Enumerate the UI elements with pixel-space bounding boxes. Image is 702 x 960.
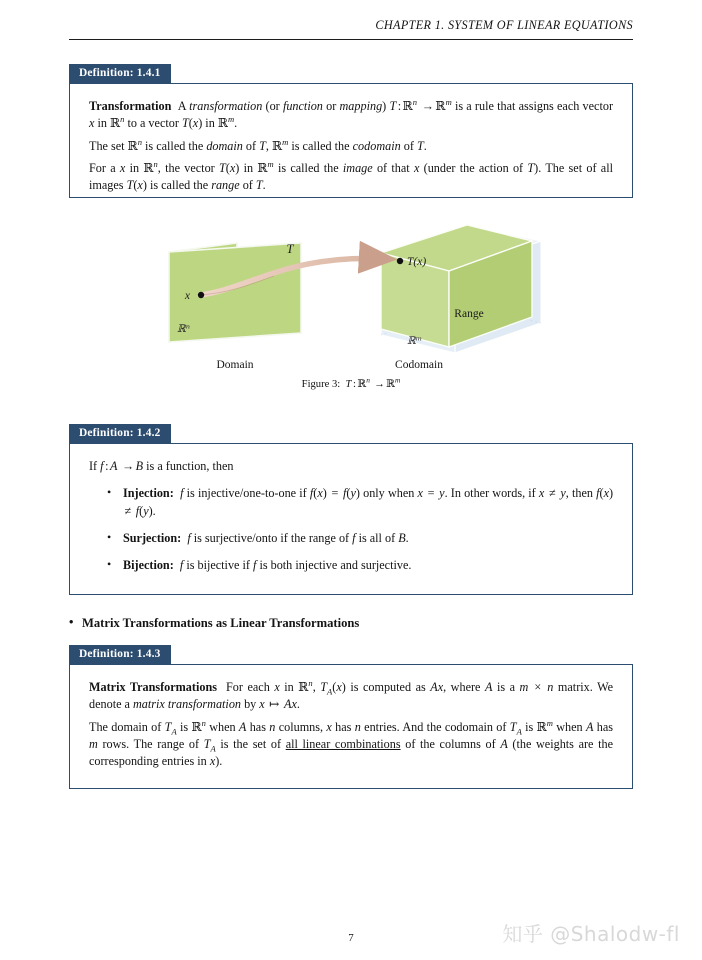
definition-body-1-4-1: [69, 83, 633, 198]
definition-intro: If f : A → B is a function, then: [89, 459, 234, 473]
definition-paragraph: Matrix Transformations For each x in ℝ$^n$, $T_A(x)$ is computed as Ax, where A is a m × n matrix. We denote a matrix transformation by x ↦ Ax.: [89, 677, 614, 712]
label-domain-space: ℝⁿ: [177, 323, 190, 335]
definition-paragraph: For a x in ℝ$^n$, the vector T(x) in ℝ$^m$ is called the image of that x (under the action of T). The set of all images T(x) is called the range of T.: [89, 158, 613, 193]
header-rule: [69, 39, 633, 40]
definition-paragraph: The domain of $T_A$ is ℝ$^n$ when A has n columns, x has n entries. And the codomain of $T_A$ is ℝ$^m$ when A has m rows. The range of $T_A$ is the set of all linear combinations of the columns of A (the weights are the corresponding entries in x).: [89, 717, 613, 769]
definition-list: [89, 485, 613, 574]
definition-badge-1-4-2: Definition: 1.4.2: [69, 424, 171, 444]
list-item-term: Surjection:: [123, 530, 182, 545]
list-item-bijection: • Bijection: f is bijective if f is both injective and surjective.: [123, 557, 613, 574]
label-transform: T: [286, 242, 294, 256]
page-number: 7: [348, 932, 354, 944]
section-heading-matrix-transformations: • Matrix Transformations as Linear Transformations: [82, 616, 359, 631]
figure-svg: [69, 205, 633, 380]
definition-content-1-4-2: [70, 444, 632, 591]
list-item-surjection: • Surjection: f is surjective/onto if the range of f is all of B.: [123, 530, 613, 547]
label-source-point: x: [184, 290, 190, 302]
figure-transformation-diagram: [69, 205, 633, 395]
list-item-injection: • Injection: f is injective/one-to-one if f(x) = f(y) only when x = y. In other words, if x ≠ y, then f(x) ≠ f(y).: [123, 485, 613, 520]
label-image-point: T(x): [407, 256, 427, 268]
figure-caption: Figure 3: T : ℝ$^n$ → ℝ$^m$: [301, 375, 401, 390]
running-header: CHAPTER 1. SYSTEM OF LINEAR EQUATIONS: [375, 18, 633, 32]
domain-point-dot: [198, 292, 204, 298]
definition-badge-1-4-3: Definition: 1.4.3: [69, 645, 171, 665]
definition-paragraph: The set ℝ$^n$ is called the domain of T, ℝ$^m$ is called the codomain of T.: [89, 136, 427, 153]
definition-content-1-4-1: [70, 84, 632, 207]
definition-lead-term: Transformation: [89, 99, 172, 113]
definition-badge-1-4-1: Definition: 1.4.1: [69, 64, 171, 84]
definition-lead-term: Matrix Transformations: [89, 680, 217, 694]
list-item-term: Injection:: [123, 486, 174, 501]
image-point-dot: [397, 258, 403, 264]
label-domain: Domain: [216, 359, 254, 371]
definition-body-1-4-3: [69, 664, 633, 789]
watermark: 知乎 @Shalodw-fl: [502, 922, 680, 946]
definition-content-1-4-3: [70, 665, 632, 783]
definition-paragraph: Transformation A transformation (or function or mapping) T : ℝ$^n$ → ℝ$^m$ is a rule that assigns each vector x in ℝ$^n$ to a vector T(x) in ℝ$^m$.: [89, 96, 613, 131]
label-codomain: Codomain: [395, 359, 443, 371]
figure-caption-prefix: Figure 3:: [301, 379, 341, 390]
label-range: Range: [454, 308, 484, 320]
definition-body-1-4-2: [69, 443, 633, 595]
list-item-term: Bijection:: [123, 558, 174, 573]
label-codomain-space: ℝᵐ: [407, 335, 423, 347]
